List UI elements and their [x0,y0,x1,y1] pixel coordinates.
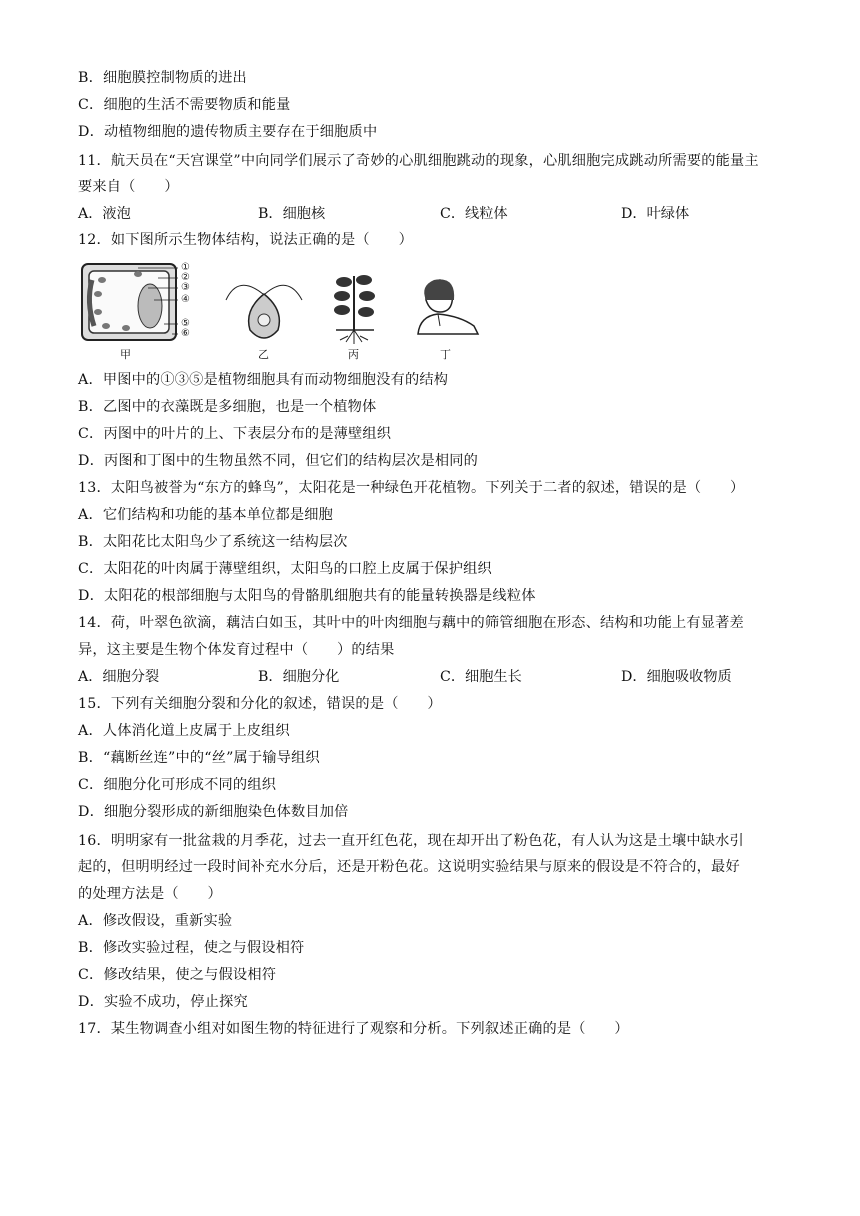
q15-stem: 15．下列有关细胞分裂和分化的叙述，错误的是（ ） [78,696,442,712]
q11-option-c: C．线粒体 [440,206,508,222]
q16-stem-line1: 16．明明家有一批盆栽的月季花，过去一直开红色花，现在却开出了粉色花，有人认为这是土壤中缺水引 [78,833,744,849]
q12-option-d: D．丙图和丁图中的生物虽然不同，但它们的结构层次是相同的 [78,453,479,469]
plant-drawing [334,275,375,344]
q10-option-c: C．细胞的生活不需要物质和能量 [78,97,291,113]
q15-option-b: B．“藕断丝连”中的“丝”属于输导组织 [78,750,320,766]
q14-option-d: D．细胞吸收物质 [621,669,732,685]
q15-option-d: D．细胞分裂形成的新细胞染色体数目加倍 [78,804,349,820]
q16-stem-line2: 起的，但明明经过一段时间补充水分后，还是开粉色花。这说明实验结果与原来的假设是不符合的，最好 [78,859,740,875]
q16-option-a: A．修改假设，重新实验 [78,913,233,929]
q14-stem-line2: 异，这主要是生物个体发育过程中（ ）的结果 [78,642,395,658]
q15-option-c: C．细胞分化可形成不同的组织 [78,777,277,793]
figure-label-bing: 丙 [348,348,359,361]
q16-stem-line3: 的处理方法是（ ） [78,886,222,902]
q11-option-d: D．叶绿体 [621,206,690,222]
figure-label-yi: 乙 [258,348,269,361]
label-2: ② [181,272,190,283]
q10-option-b: B．细胞膜控制物质的进出 [78,70,247,86]
q16-option-b: B．修改实验过程，使之与假设相符 [78,940,305,956]
q16-option-c: C．修改结果，使之与假设相符 [78,967,277,983]
q15-option-a: A．人体消化道上皮属于上皮组织 [78,723,290,739]
q10-option-d: D．动植物细胞的遗传物质主要存在于细胞质中 [78,124,378,140]
q12-option-a: A．甲图中的①③⑤是植物细胞具有而动物细胞没有的结构 [78,372,449,388]
q14-stem-line1: 14．荷，叶翠色欲滴，藕洁白如玉，其叶中的叶肉细胞与藕中的筛管细胞在形态、结构和功能上有显著差 [78,615,744,631]
label-6: ⑥ [181,328,190,339]
person-drawing [418,279,478,334]
q16-option-d: D．实验不成功，停止探究 [78,994,248,1010]
q13-option-a: A．它们结构和功能的基本单位都是细胞 [78,507,334,523]
q12-option-c: C．丙图中的叶片的上、下表层分布的是薄壁组织 [78,426,392,442]
figure-label-jia: 甲 [120,348,131,361]
q13-option-d: D．太阳花的根部细胞与太阳鸟的骨骼肌细胞共有的能量转换器是线粒体 [78,588,536,604]
q13-option-c: C．太阳花的叶肉属于薄壁组织，太阳鸟的口腔上皮属于保护组织 [78,561,492,577]
q14-option-b: B．细胞分化 [258,669,340,685]
q11-stem-line2: 要来自（ ） [78,179,179,195]
q13-option-b: B．太阳花比太阳鸟少了系统这一结构层次 [78,534,348,550]
q14-option-a: A．细胞分裂 [78,669,160,685]
q11-option-b: B．细胞核 [258,206,326,222]
q11-stem-line1: 11．航天员在“天宫课堂”中向同学们展示了奇妙的心肌细胞跳动的现象，心肌细胞完成跳动所需要的能量主 [78,153,759,169]
plant-cell-drawing [82,264,178,340]
label-1: ① [181,262,190,273]
q12-stem: 12．如下图所示生物体结构，说法正确的是（ ） [78,232,413,248]
q12-figure-drawing [78,260,498,364]
figure-label-ding: 丁 [440,348,451,361]
q12-figure [78,260,498,364]
q11-option-a: A．液泡 [78,206,131,222]
chlamydomonas-drawing [226,285,302,338]
q14-option-c: C．细胞生长 [440,669,522,685]
label-4: ④ [181,294,190,305]
q12-option-b: B．乙图中的衣藻既是多细胞，也是一个植物体 [78,399,377,415]
q13-stem: 13．太阳鸟被誉为“东方的蜂鸟”，太阳花是一种绿色开花植物。下列关于二者的叙述，错误的是（ ） [78,480,745,496]
label-5: ⑤ [181,318,190,329]
q17-stem: 17．某生物调查小组对如图生物的特征进行了观察和分析。下列叙述正确的是（ ） [78,1021,629,1037]
label-3: ③ [181,282,190,293]
